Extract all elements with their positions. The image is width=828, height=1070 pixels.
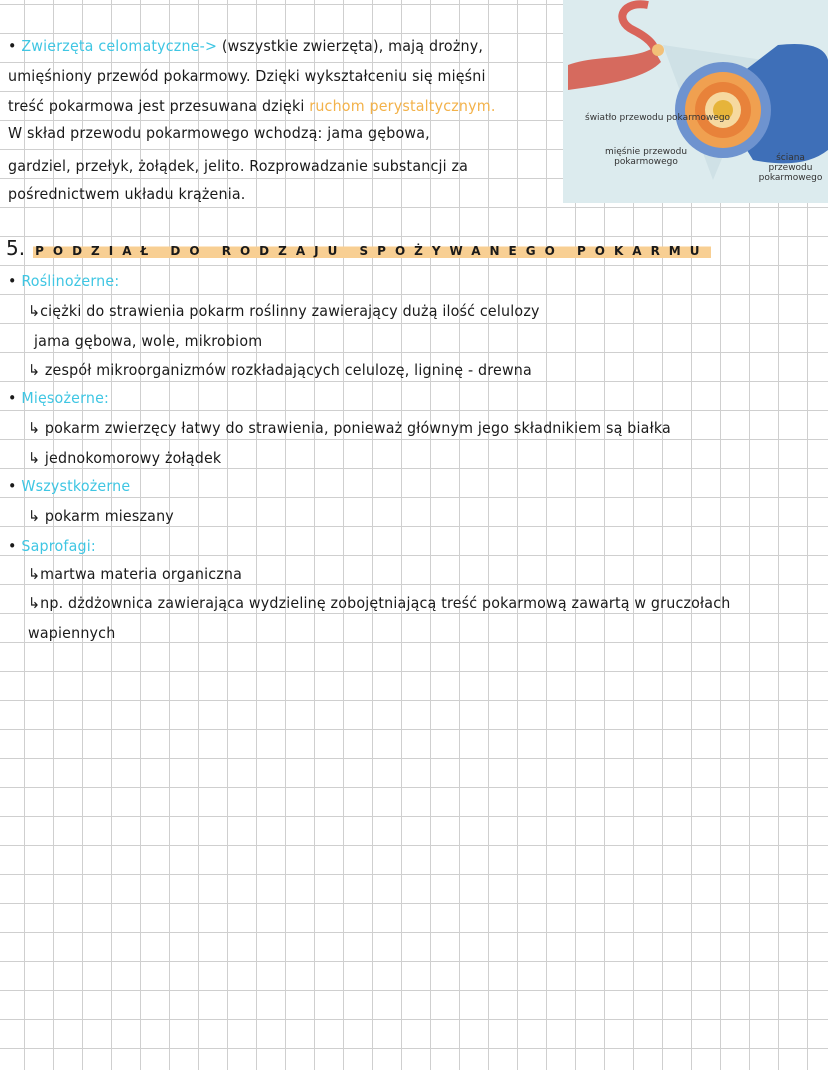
section-title: PODZIAŁ DO RODZAJU SPOŻYWANEGO POKARMU <box>35 244 709 258</box>
intro-line-5: gardziel, przełyk, żołądek, jelito. Rozprowadzanie substancji za <box>8 157 469 175</box>
list-item: ↳np. dżdżownica zawierająca wydzielinę zobojętniającą treść pokarmową zawartą w gruczołach <box>28 594 731 612</box>
intro-line-4: W skład przewodu pokarmowego wchodzą: jama gębowa, <box>8 124 430 142</box>
group-name: Saprofagi: <box>21 537 96 555</box>
list-item: ↳ zespół mikroorganizmów rozkładających celulozę, ligninę - drewna <box>28 361 532 379</box>
section-heading <box>6 236 711 260</box>
label-muscles: mięśnie przewodu pokarmowego <box>604 147 688 167</box>
group-herbivores: • Roślinożerne: <box>8 272 120 290</box>
intro-line-6: pośrednictwem układu krążenia. <box>8 185 246 203</box>
label-lumen: światło przewodu pokarmowego <box>585 113 731 123</box>
list-item: ↳martwa materia organiczna <box>28 565 243 583</box>
group-carnivores: • Mięsożerne: <box>8 389 110 407</box>
digestive-tract-figure <box>563 0 828 203</box>
group-name: Mięsożerne: <box>21 389 110 407</box>
list-item: ↳ jednokomorowy żołądek <box>28 449 222 467</box>
intro-line-3 <box>8 97 496 115</box>
list-item: wapiennych <box>28 624 116 642</box>
group-name: Wszystkożerne <box>21 477 131 495</box>
highlight-peristalsis: ruchom perystaltycznym. <box>309 97 496 115</box>
list-item: ↳ pokarm zwierzęcy łatwy do strawienia, ponieważ głównym jego składnikiem są białka <box>28 419 671 437</box>
list-item: ↳ pokarm mieszany <box>28 507 174 525</box>
list-item: ↳ciężki do strawienia pokarm roślinny zawierający dużą ilość celulozy <box>28 302 540 320</box>
intro-line-1: • Zwierzęta celomatyczne-> (wszystkie zwierzęta), mają drożny, <box>8 37 484 55</box>
term-coelomates: Zwierzęta celomatyczne-> <box>21 37 218 55</box>
group-name: Roślinożerne: <box>21 272 120 290</box>
intro-line-2: umięśniony przewód pokarmowy. Dzięki wykształceniu się mięśni <box>8 67 486 85</box>
intro-text: treść pokarmowa jest przesuwana dzięki <box>8 97 305 115</box>
intro-text: (wszystkie zwierzęta), mają drożny, <box>221 37 484 55</box>
list-item: jama gębowa, wole, mikrobiom <box>34 332 263 350</box>
group-saprophages: • Saprofagi: <box>8 537 96 555</box>
group-omnivores: • Wszystkożerne <box>8 477 131 495</box>
label-wall: ściana przewodu pokarmowego <box>758 153 823 183</box>
section-number: 5. <box>6 236 26 260</box>
